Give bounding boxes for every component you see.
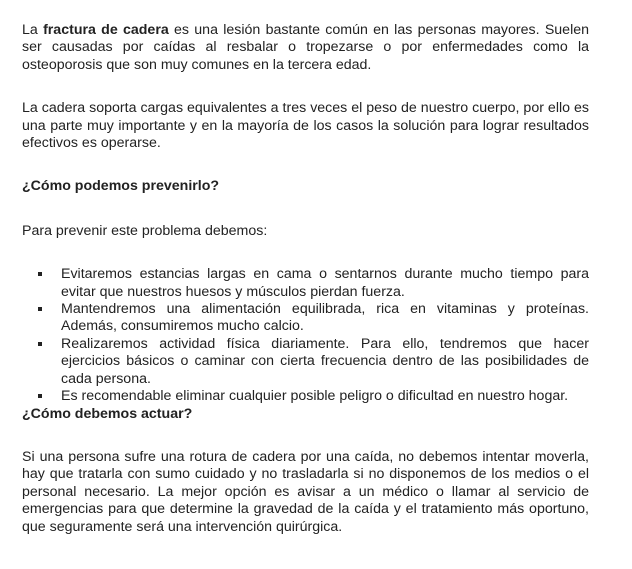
prevent-heading: ¿Cómo podemos prevenirlo?	[22, 178, 220, 195]
prevent-intro-paragraph: Para prevenir este problema debemos:	[22, 222, 268, 239]
list-item	[22, 266, 589, 301]
act-heading: ¿Cómo debemos actuar?	[22, 405, 193, 422]
list-item-text: Realizaremos actividad física diariamente. Para ello, tendremos que hacer ejercicios básicos o caminar con cierta frecuencia dentro de las posibilidades de cada persona.	[61, 335, 589, 387]
load-paragraph: La cadera soporta cargas equivalentes a tres veces el peso de nuestro cuerpo, por ello es una parte muy importante y en la mayoría de los casos la solución para lograr resultados efectivos es operarse.	[22, 100, 589, 152]
bullet-icon	[38, 394, 42, 398]
intro-rest: es una lesión bastante común en las personas mayores. Suelen ser causadas por caídas al resbalar o tropezarse o por enfermedades como la osteoporosis que son muy comunes en la tercera edad.	[22, 22, 589, 73]
list-item	[22, 388, 589, 405]
act-paragraph: Si una persona sufre una rotura de cadera por una caída, no debemos intentar moverla, hay que tratarla con sumo cuidado y no trasladarla si no disponemos de los medios o el personal necesario. La mejor opción es avisar a un médico o llamar al servicio de emergencias para que determine la gravedad de la caída y el tratamiento más oportuno, que seguramente será una intervención quirúrgica.	[22, 448, 589, 535]
list-item-text: Mantendremos una alimentación equilibrada, rica en vitaminas y proteínas. Además, consumiremos mucho calcio.	[61, 301, 589, 335]
bullet-icon	[38, 307, 42, 311]
list-item	[22, 336, 589, 388]
list-item-text: Evitaremos estancias largas en cama o sentarnos durante mucho tiempo para evitar que nuestros huesos y músculos pierdan fuerza.	[61, 266, 589, 300]
intro-paragraph	[22, 22, 589, 74]
list-item-text: Es recomendable eliminar cualquier posible peligro o dificultad en nuestro hogar.	[61, 388, 569, 405]
intro-lead: La	[22, 22, 38, 38]
article	[22, 22, 589, 536]
intro-term: fractura de cadera	[43, 22, 169, 38]
bullet-icon	[38, 272, 42, 276]
bullet-icon	[38, 342, 42, 346]
prevention-list	[22, 266, 589, 405]
list-item	[22, 301, 589, 336]
